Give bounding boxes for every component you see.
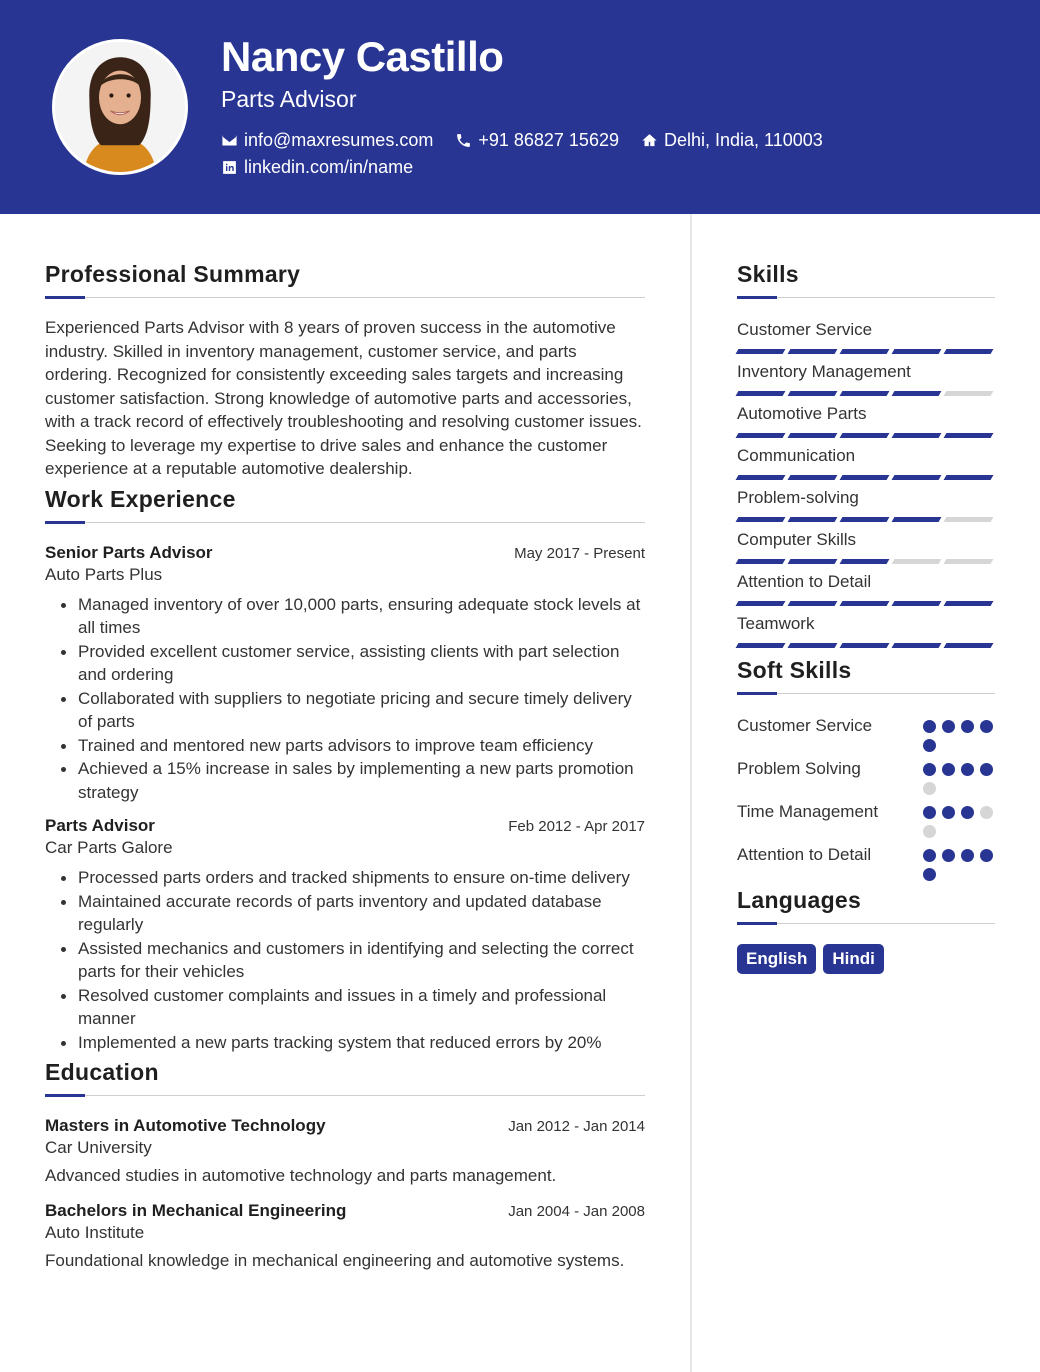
contact-linkedin[interactable]	[221, 157, 413, 178]
soft-skills-list	[737, 714, 995, 881]
rating-dot-filled	[942, 806, 955, 819]
languages-heading: Languages	[737, 887, 862, 913]
rating-dot-filled	[980, 720, 993, 733]
skill-bar-filled	[892, 475, 942, 480]
skill-bar-filled	[840, 601, 890, 606]
job-company: Car Parts Galore	[45, 838, 173, 857]
linkedin-text: linkedin.com/in/name	[244, 157, 414, 177]
language-tag: Hindi	[823, 944, 884, 974]
skill-bar-filled	[788, 475, 838, 480]
section-rule	[45, 521, 645, 525]
degree-title: Masters in Automotive Technology	[45, 1116, 326, 1135]
profile-photo	[52, 39, 188, 175]
section-rule	[737, 296, 995, 300]
skill-bar-filled	[840, 349, 890, 354]
rating-dot-filled	[923, 720, 936, 733]
rating-dot-filled	[942, 720, 955, 733]
job-bullets	[57, 866, 645, 1054]
rating-dot-filled	[923, 763, 936, 776]
job-bullets	[57, 593, 645, 805]
soft-skill-name: Problem Solving	[737, 759, 861, 778]
soft-skill-item	[737, 843, 995, 881]
language-tag: English	[737, 944, 816, 974]
school-name: Car University	[45, 1138, 152, 1157]
section-rule	[45, 296, 645, 300]
skill-item	[737, 528, 995, 564]
profile-photo-illustration	[55, 42, 185, 172]
soft-skill-name: Attention to Detail	[737, 845, 872, 864]
rating-dot-filled	[961, 720, 974, 733]
skill-name: Computer Skills	[737, 530, 857, 549]
skill-bar-filled	[788, 391, 838, 396]
summary-section	[45, 256, 645, 481]
rating-dot-filled	[923, 849, 936, 862]
rating-dot-filled	[980, 849, 993, 862]
skill-name: Teamwork	[737, 614, 815, 633]
skill-name: Attention to Detail	[737, 572, 872, 591]
skill-bar-filled	[736, 433, 786, 438]
job-entry	[45, 816, 645, 1054]
skill-bar-filled	[892, 349, 942, 354]
skill-bar-filled	[788, 559, 838, 564]
skill-bar-filled	[736, 475, 786, 480]
experience-section	[45, 481, 645, 1055]
skill-name: Automotive Parts	[737, 404, 867, 423]
candidate-title: Parts Advisor	[221, 86, 357, 112]
skill-bar-filled	[788, 349, 838, 354]
summary-heading: Professional Summary	[45, 261, 301, 287]
skill-bar-filled	[892, 601, 942, 606]
skill-bar-filled	[736, 349, 786, 354]
skill-bar-filled	[892, 391, 942, 396]
skill-bar-filled	[736, 559, 786, 564]
skills-heading: Skills	[737, 261, 799, 287]
skills-section	[737, 256, 995, 648]
soft-skills-heading: Soft Skills	[737, 657, 852, 683]
education-section	[45, 1054, 645, 1272]
section-rule	[737, 922, 995, 926]
school-name: Auto Institute	[45, 1222, 145, 1242]
email-text: info@maxresumes.com	[244, 130, 434, 150]
skill-level-bars	[737, 517, 995, 522]
skill-level-bars	[737, 559, 995, 564]
soft-skill-dots	[923, 843, 995, 881]
skill-name: Inventory Management	[737, 362, 911, 381]
rating-dot-filled	[923, 739, 936, 752]
resume-header	[0, 0, 1040, 214]
skill-item	[737, 402, 995, 438]
rating-dot-filled	[923, 806, 936, 819]
contact-row-secondary	[221, 157, 435, 178]
skill-item	[737, 318, 995, 354]
contact-row-primary	[221, 130, 845, 151]
rating-dot-filled	[980, 763, 993, 776]
job-dates: Feb 2012 - Apr 2017	[508, 818, 645, 835]
phone-text: +91 86827 15629	[478, 130, 619, 150]
skill-level-bars	[737, 433, 995, 438]
skill-level-bars	[737, 601, 995, 606]
skill-bar-filled	[840, 643, 890, 648]
languages-list	[737, 944, 995, 974]
skill-level-bars	[737, 643, 995, 648]
skill-name: Customer Service	[737, 320, 873, 339]
rating-dot-filled	[942, 849, 955, 862]
contact-email[interactable]	[221, 130, 433, 151]
rating-dot-filled	[961, 849, 974, 862]
experience-heading: Work Experience	[45, 485, 236, 512]
skill-bar-filled	[736, 391, 786, 396]
job-bullet: Trained and mentored new parts advisors to improve team efficiency	[57, 734, 645, 758]
rating-dot-filled	[942, 763, 955, 776]
skill-bar-filled	[788, 433, 838, 438]
skill-bar-filled	[944, 433, 994, 438]
rating-dot-filled	[961, 806, 974, 819]
envelope-icon	[221, 132, 238, 149]
education-dates: Jan 2004 - Jan 2008	[508, 1202, 645, 1220]
rating-dot-filled	[923, 868, 936, 881]
skill-item	[737, 612, 995, 648]
education-description: Advanced studies in automotive technology and parts management.	[45, 1166, 557, 1185]
phone-icon	[455, 132, 472, 149]
rating-dot-empty	[923, 782, 936, 795]
degree-title: Bachelors in Mechanical Engineering	[45, 1200, 347, 1220]
column-divider	[690, 214, 692, 1372]
section-rule	[737, 692, 995, 696]
job-bullet: Achieved a 15% increase in sales by implementing a new parts promotion strategy	[57, 757, 645, 804]
rating-dot-filled	[961, 763, 974, 776]
soft-skill-dots	[923, 800, 995, 838]
main-column	[45, 256, 645, 1272]
job-bullet: Maintained accurate records of parts inventory and updated database regularly	[57, 890, 645, 937]
job-entry	[45, 543, 645, 805]
summary-text: Experienced Parts Advisor with 8 years of proven success in the automotive industry. Skilled in inventory management, customer service, and parts ordering. Recognized for consistently exceeding sales targets and increasing customer satisfaction. Strong knowledge of automotive parts and accessories, with a track record of effectively troubleshooting and resolving customer issues. Seeking to leverage my expertise to drive sales and enhance the customer experience at a reputable automotive dealership.	[45, 318, 642, 478]
soft-skills-section	[737, 652, 995, 881]
soft-skill-dots	[923, 757, 995, 795]
skill-bar-filled	[736, 643, 786, 648]
linkedin-icon	[221, 159, 238, 176]
job-company: Auto Parts Plus	[45, 564, 163, 584]
skill-name: Communication	[737, 446, 856, 465]
soft-skill-item	[737, 757, 995, 795]
skill-bar-filled	[944, 349, 994, 354]
education-entry	[45, 1116, 645, 1188]
job-bullet: Implemented a new parts tracking system that reduced errors by 20%	[57, 1031, 645, 1055]
skill-level-bars	[737, 349, 995, 354]
education-entry	[45, 1201, 645, 1273]
skill-bar-filled	[840, 391, 890, 396]
candidate-name: Nancy Castillo	[221, 33, 504, 80]
skill-bar-empty	[944, 559, 994, 564]
skill-bar-filled	[892, 643, 942, 648]
skill-item	[737, 570, 995, 606]
sidebar-column	[737, 256, 995, 974]
skill-item	[737, 360, 995, 396]
skill-level-bars	[737, 475, 995, 480]
soft-skill-item	[737, 714, 995, 752]
job-bullet: Collaborated with suppliers to negotiate pricing and secure timely delivery of parts	[57, 687, 645, 734]
education-heading: Education	[45, 1059, 159, 1085]
skill-bar-filled	[892, 433, 942, 438]
education-description: Foundational knowledge in mechanical engineering and automotive systems.	[45, 1250, 625, 1270]
skill-bar-empty	[944, 517, 994, 522]
job-title: Senior Parts Advisor	[45, 542, 213, 562]
skill-bar-filled	[944, 601, 994, 606]
skill-bar-filled	[788, 643, 838, 648]
section-rule	[45, 1094, 645, 1098]
skills-list	[737, 318, 995, 648]
soft-skill-name: Time Management	[737, 802, 879, 821]
soft-skill-name: Customer Service	[737, 716, 873, 735]
soft-skill-item	[737, 800, 995, 838]
skill-bar-filled	[840, 475, 890, 480]
job-bullet: Managed inventory of over 10,000 parts, ensuring adequate stock levels at all times	[57, 593, 645, 640]
skill-bar-empty	[944, 391, 994, 396]
skill-item	[737, 486, 995, 522]
skill-bar-filled	[840, 517, 890, 522]
rating-dot-empty	[980, 806, 993, 819]
skill-bar-filled	[788, 601, 838, 606]
rating-dot-empty	[923, 825, 936, 838]
job-title: Parts Advisor	[45, 816, 155, 835]
job-bullet: Resolved customer complaints and issues in a timely and professional manner	[57, 984, 645, 1031]
soft-skill-dots	[923, 714, 995, 752]
skill-bar-filled	[736, 601, 786, 606]
contact-location	[641, 130, 823, 151]
skill-bar-filled	[840, 559, 890, 564]
home-icon	[641, 132, 658, 149]
skill-bar-filled	[892, 517, 942, 522]
skill-bar-filled	[736, 517, 786, 522]
job-dates: May 2017 - Present	[514, 544, 645, 562]
skill-item	[737, 444, 995, 480]
skill-bar-empty	[892, 559, 942, 564]
skill-bar-filled	[944, 475, 994, 480]
skill-bar-filled	[788, 517, 838, 522]
job-bullet: Provided excellent customer service, assisting clients with part selection and ordering	[57, 640, 645, 687]
contact-phone[interactable]	[455, 130, 619, 151]
job-bullet: Assisted mechanics and customers in identifying and selecting the correct parts for their vehicles	[57, 937, 645, 984]
job-bullet: Processed parts orders and tracked shipments to ensure on-time delivery	[57, 866, 645, 890]
skill-name: Problem-solving	[737, 488, 859, 507]
languages-section	[737, 882, 995, 974]
location-text: Delhi, India, 110003	[663, 130, 823, 150]
skill-level-bars	[737, 391, 995, 396]
skill-bar-filled	[840, 433, 890, 438]
skill-bar-filled	[944, 643, 994, 648]
education-dates: Jan 2012 - Jan 2014	[508, 1118, 645, 1135]
